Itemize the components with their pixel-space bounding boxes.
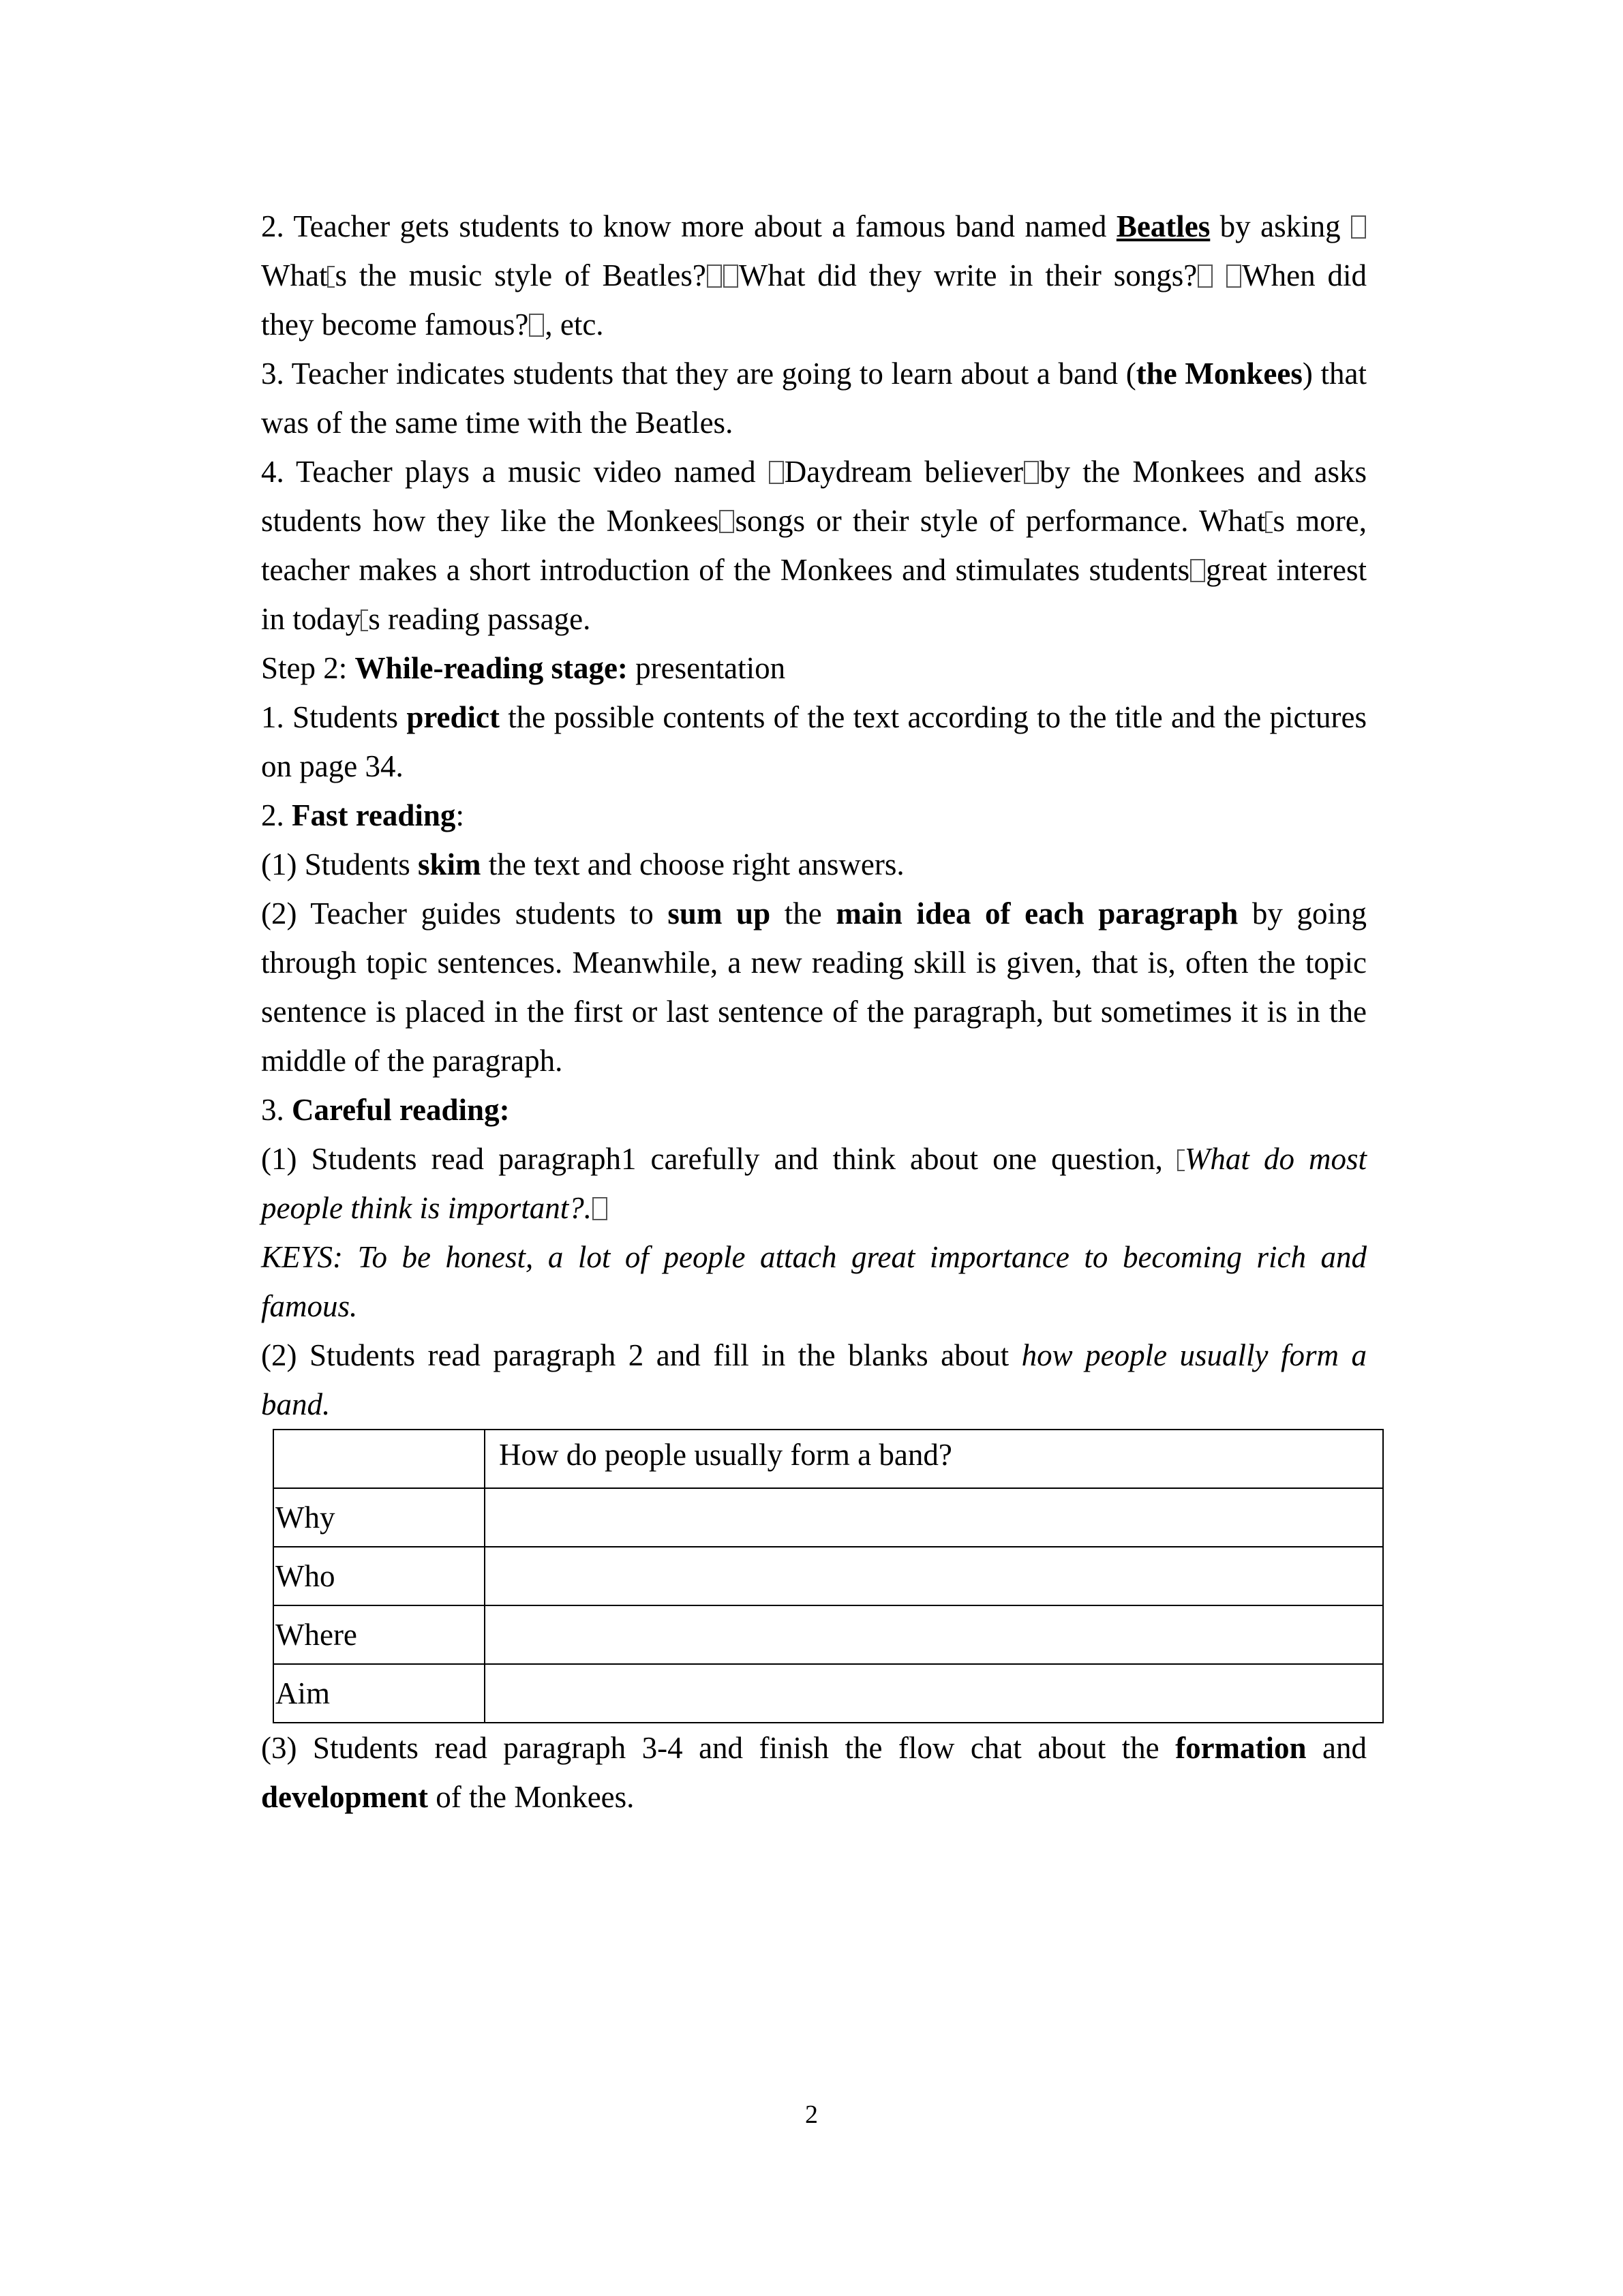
text: 2. xyxy=(261,798,292,832)
band-formation-table xyxy=(273,1429,1384,1723)
keyword: formation xyxy=(1175,1731,1307,1765)
text: 2. Teacher gets students to know more about a famous band named xyxy=(261,209,1117,243)
topic-text: how people usually form a band. xyxy=(261,1338,1367,1421)
missing-glyph-icon xyxy=(1226,265,1241,288)
missing-glyph-icon xyxy=(719,510,734,533)
text: 3. xyxy=(261,1093,292,1127)
text: What did they write in their songs? xyxy=(738,258,1198,292)
paragraph-fill-blanks xyxy=(261,1331,1367,1429)
question-text: What do most people think is important?. xyxy=(261,1142,1367,1225)
band-name-beatles: Beatles xyxy=(1116,209,1211,243)
table-row xyxy=(273,1605,1383,1664)
keyword: Fast reading xyxy=(292,798,456,832)
text: What xyxy=(261,258,328,292)
missing-glyph-icon xyxy=(361,609,368,631)
table-row xyxy=(273,1547,1383,1605)
paragraph-monkees-intro xyxy=(261,349,1367,447)
paragraph-keys xyxy=(261,1233,1367,1331)
text: by going through topic sentences. Meanwhile, a new reading skill is given, that is, often the topic sentence is placed in the first or last sentence of the paragraph, but sometimes it is in the middle of the paragraph. xyxy=(261,896,1367,1078)
text: the text and choose right answers. xyxy=(481,847,905,881)
page-number: 2 xyxy=(805,2100,818,2129)
paragraph-flow-chart xyxy=(261,1723,1367,1822)
table-row-label: Aim xyxy=(273,1664,485,1723)
paragraph-music-video xyxy=(261,447,1367,644)
text: 4. Teacher plays a music video named xyxy=(261,455,768,489)
text: 3. Teacher indicates students that they are going to learn about a band ( xyxy=(261,357,1136,391)
table-row xyxy=(273,1664,1383,1723)
text: (3) Students read paragraph 3-4 and finish the flow chat about the xyxy=(261,1731,1176,1765)
table-header-row xyxy=(273,1430,1383,1488)
text: the xyxy=(770,896,836,931)
missing-glyph-icon xyxy=(1190,559,1205,582)
document-body xyxy=(261,202,1367,1822)
missing-glyph-icon xyxy=(327,266,335,288)
paragraph-sum-up xyxy=(261,889,1367,1085)
band-name-monkees: the Monkees xyxy=(1136,357,1303,391)
keyword: development xyxy=(261,1780,428,1814)
text: 1. Students xyxy=(261,700,407,734)
missing-glyph-icon xyxy=(1177,1149,1185,1171)
text: songs or their style of performance. What xyxy=(735,504,1266,538)
missing-glyph-icon xyxy=(592,1197,607,1220)
table-blank-cell xyxy=(485,1547,1383,1605)
text: of the Monkees. xyxy=(427,1780,635,1814)
keyword: predict xyxy=(406,700,500,734)
text: : xyxy=(455,798,464,832)
paragraph-skim xyxy=(261,840,1367,889)
text: (1) Students xyxy=(261,847,418,881)
text: by the Monkees and asks students how they like the Monkees xyxy=(261,455,1367,538)
text: (2) Students read paragraph 2 and fill in the blanks about xyxy=(261,1338,1022,1372)
keyword: sum up xyxy=(667,896,771,931)
table-row-label: Where xyxy=(273,1605,485,1664)
text: the possible contents of the text according to the title and the pictures on page 34. xyxy=(261,700,1367,783)
text: s reading passage. xyxy=(368,602,591,636)
text: presentation xyxy=(627,651,786,685)
answer-key: KEYS: To be honest, a lot of people attach great importance to becoming rich and famous. xyxy=(261,1240,1367,1323)
text: s more, teacher makes a short introduction of the Monkees and stimulates students xyxy=(261,504,1367,587)
keyword: Careful reading: xyxy=(292,1093,510,1127)
missing-glyph-icon xyxy=(1024,461,1039,484)
table-blank-cell xyxy=(485,1605,1383,1664)
text: great interest in today xyxy=(261,553,1367,636)
text: s the music style of Beatles? xyxy=(335,258,706,292)
text: by asking xyxy=(1210,209,1350,243)
table-header-cell: How do people usually form a band? xyxy=(485,1430,1383,1488)
careful-reading-heading xyxy=(261,1085,1367,1134)
table-row xyxy=(273,1488,1383,1547)
text: ) that was of the same time with the Beatles. xyxy=(261,357,1367,440)
text: When did they become famous? xyxy=(261,258,1367,342)
table-header-cell xyxy=(273,1430,485,1488)
stage-name: While-reading stage: xyxy=(354,651,628,685)
step-2-heading xyxy=(261,644,1367,693)
text: and xyxy=(1306,1731,1367,1765)
text: Daydream believer xyxy=(784,455,1024,489)
text: , etc. xyxy=(545,307,604,342)
missing-glyph-icon xyxy=(769,461,784,484)
keyword: main idea of each paragraph xyxy=(836,896,1239,931)
keyword: skim xyxy=(418,847,481,881)
missing-glyph-icon xyxy=(1351,215,1366,239)
paragraph-predict xyxy=(261,693,1367,791)
text: (1) Students read paragraph1 carefully and think about one question, xyxy=(261,1142,1177,1176)
missing-glyph-icon xyxy=(1198,265,1213,288)
table-row-label: Why xyxy=(273,1488,485,1547)
missing-glyph-icon xyxy=(723,265,738,288)
table-blank-cell xyxy=(485,1664,1383,1723)
fast-reading-heading xyxy=(261,791,1367,840)
text: (2) Teacher guides students to xyxy=(261,896,668,931)
paragraph-beatles xyxy=(261,202,1367,349)
table-blank-cell xyxy=(485,1488,1383,1547)
missing-glyph-icon xyxy=(529,314,544,337)
missing-glyph-icon xyxy=(707,265,722,288)
table-row-label: Who xyxy=(273,1547,485,1605)
missing-glyph-icon xyxy=(1265,511,1273,533)
paragraph-question xyxy=(261,1134,1367,1233)
text: Step 2: xyxy=(261,651,355,685)
